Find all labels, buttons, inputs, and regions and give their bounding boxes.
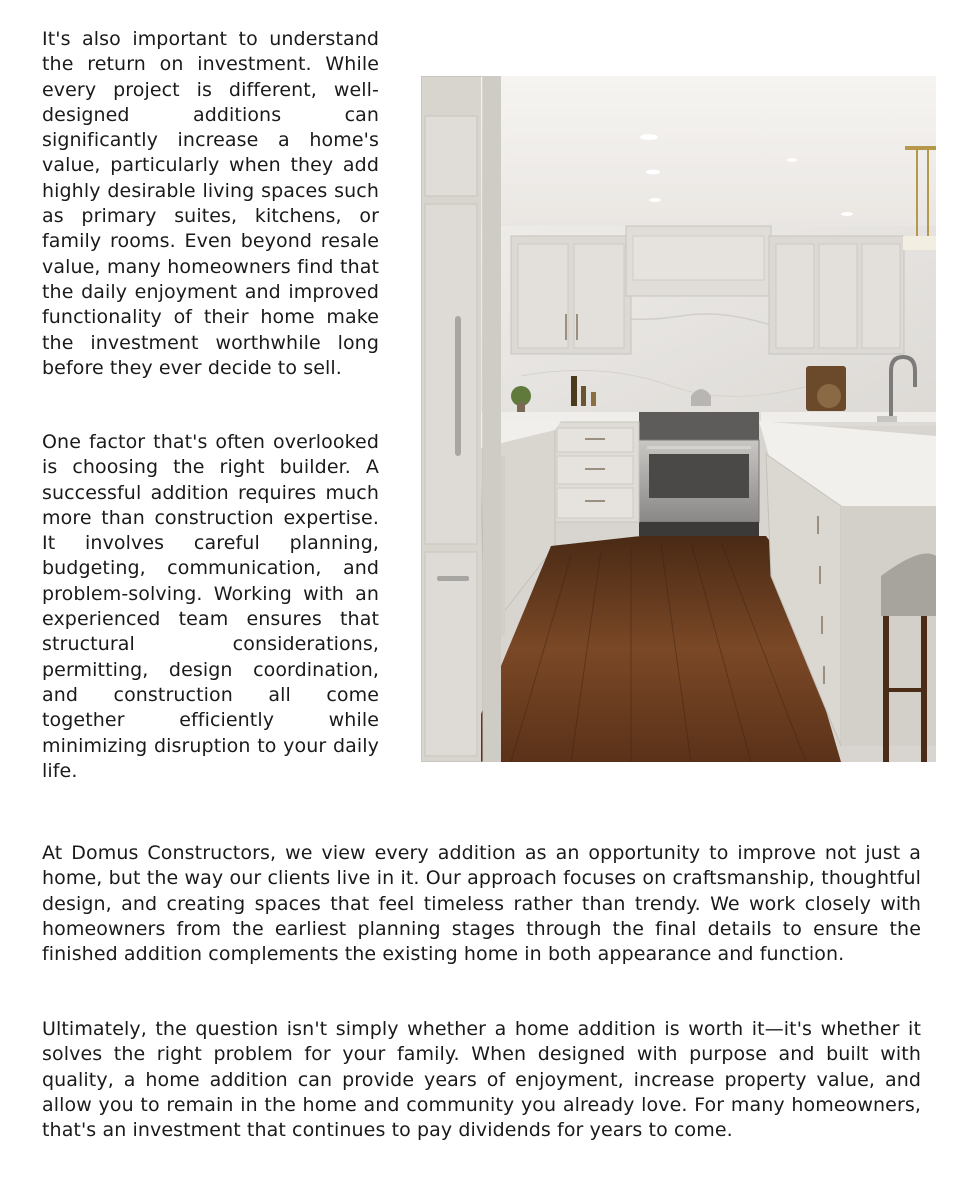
paragraph-roi: It's also important to understand the return on investment. While every project is different, well-designed additions can significantly increase a home's value, particularly when they add highly desirable living spaces such as primary suites, kitchens, or family rooms. Even beyond resale value, many homeowners find that the daily enjoyment and improved functionality of their home make the investment worthwhile long before they ever decide to sell. <box>42 28 379 379</box>
paragraph-builder: One factor that's often overlooked is choosing the right builder. A successful addition requires much more than construction expertise. It involves careful planning, budgeting, communication, and problem-solving. Working with an experienced team ensures that structural considerations, permitting, design coordination, and construction all come together efficiently while minimizing disruption to your daily life. <box>42 431 379 782</box>
paragraph-domus: At Domus Constructors, we view every addition as an opportunity to improve not just a home, but the way our clients live in it. Our approach focuses on craftsmanship, thoughtful design, and creating spaces that feel timeless rather than trendy. We work closely with homeowners from the earliest planning stages through the final details to ensure the finished addition complements the existing home in both appearance and function. <box>42 842 921 966</box>
kitchen-photo <box>421 76 936 762</box>
paragraph-conclusion: Ultimately, the question isn't simply whether a home addition is worth it—it's whether it solves the right problem for your family. When designed with purpose and built with quality, a home addition can provide years of enjoyment, increase property value, and allow you to remain in the home and community you already love. For many homeowners, that's an investment that continues to pay dividends for years to come. <box>42 1018 921 1142</box>
